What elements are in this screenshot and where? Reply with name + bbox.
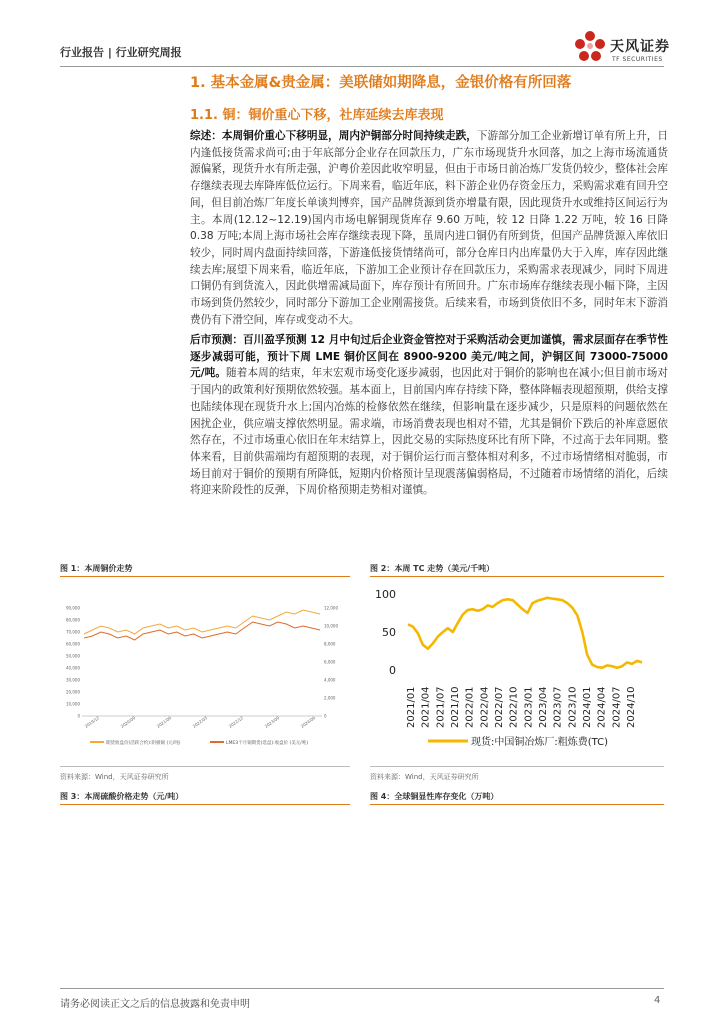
fig1-left-tick: 30,000 <box>66 677 80 683</box>
fig1-right-tick: 2,000 <box>324 695 336 701</box>
logo-en-text: TF SECURITIES <box>612 56 663 63</box>
fig1-left-tick: 50,000 <box>66 653 80 659</box>
fig1-x-tick: 2023/09 <box>263 715 281 729</box>
fig1-copper-price-chart <box>60 590 350 760</box>
summary-paragraph <box>190 128 668 328</box>
fig2-legend: 现货:中国铜冶炼厂:粗炼费(TC) <box>471 737 609 748</box>
fig1-right-tick: 6,000 <box>324 659 336 665</box>
fig2-x-tick: 2023/01 <box>523 686 535 728</box>
fig1-x-tick: 2022/12 <box>227 715 245 729</box>
page-number: 4 <box>654 995 661 1006</box>
fig1-right-tick: 8,000 <box>324 641 336 647</box>
fig2-bottom-rule <box>370 766 664 767</box>
fig4-title-rule <box>370 804 664 805</box>
fig2-y-tick: 100 <box>375 588 396 601</box>
fig1-x-tick: 2020/09 <box>119 715 137 729</box>
footer-divider <box>60 988 664 989</box>
summary-body: 下游部分加工企业新增订单有所上升，日内逢低接货需求尚可;由于年底部分企业存在回款压力，广东市场现货升水回落，加之上海市场流通货源偏紧，现货升水有所走强，沪粤价差因此收窄明显，但由于市场日前冶炼厂发货仍较少，整体社会库存继续表现去库降库低位运行。下周来看，临近年底，料下游企业仍存资金压力，采购需求难有回升空间，但目前冶炼厂年度长单谈判博弈，国产品牌货源到货亦增量有限，因此现货升水或维持区间运行为主。本周(12.12~12.19)国内市场电解铜现货库存 9.60 万吨，较 12 日降 1.22 万吨，较 16 日降 0.38 万吨;本周上海市场社会库存继续表现下降，虽周内进口铜仍有所到货，但国产品牌货源入库依旧较少，同时周内盘面持续回落，下游逢低接货情绪尚可，部分仓库日内出库量仍大于入库，库存因此继续去库;展望下周来看，临近年底，下游加工企业预计存在回款压力，采购需求表现减少，同时下周进口铜仍有到货流入，因此供增需减局面下，库存预计有所回升。广东市场库存继续表现小幅下降，主因市场到货仍然较少，同时部分下游加工企业刚需接货。后续来看，市场到货依旧不多，同时年末下游消费仍有下滑空间，库存或变动不大。 <box>190 130 669 326</box>
fig2-y-tick: 50 <box>382 626 396 639</box>
fig2-x-tick: 2023/07 <box>552 686 564 728</box>
fig2-tc-series-line <box>408 598 642 668</box>
header-divider <box>60 66 664 67</box>
fig1-x-tick: 2024/06 <box>299 715 317 729</box>
footer-disclaimer: 请务必阅读正文之后的信息披露和免责申明 <box>60 999 250 1010</box>
fig1-left-tick: 70,000 <box>66 629 80 635</box>
logo-flower-icon <box>572 28 608 68</box>
fig1-left-tick: 40,000 <box>66 665 80 671</box>
logo-cn-text: 天风证券 <box>610 39 670 55</box>
fig1-x-tick: 2019/12 <box>83 715 101 729</box>
fig1-right-tick: 4,000 <box>324 677 336 683</box>
fig1-title: 图 1：本周铜价走势 <box>60 564 133 573</box>
fig1-left-tick: 20,000 <box>66 689 80 695</box>
fig2-x-tick: 2023/10 <box>567 686 579 728</box>
fig2-x-tick: 2024/04 <box>596 686 608 728</box>
fig4-title: 图 4：全球铜显性库存变化（万吨） <box>370 792 499 801</box>
fig2-x-tick: 2024/10 <box>626 686 637 728</box>
fig1-left-tick: 80,000 <box>66 617 80 623</box>
fig2-tc-chart <box>370 582 664 766</box>
fig1-legend-1: 期货收盘价(活跃合约):阴极铜 (元/吨) <box>106 741 181 746</box>
report-type: 行业报告 | 行业研究周报 <box>60 46 182 59</box>
fig2-x-tick: 2022/01 <box>464 686 476 728</box>
fig2-x-tick: 2021/07 <box>435 686 447 728</box>
fig1-x-tick: 2022/03 <box>191 715 209 729</box>
fig1-legend-2: LME3个月铜期货(选盘):收盘价 (美元/吨) <box>226 741 309 746</box>
fig2-x-tick: 2022/07 <box>494 686 505 728</box>
fig1-title-rule <box>60 576 350 577</box>
fig2-x-tick: 2024/01 <box>582 686 593 728</box>
section-heading: 1. 基本金属&贵金属：美联储如期降息，金银价格有所回落 <box>190 75 572 91</box>
fig1-left-tick: 10,000 <box>66 701 80 707</box>
summary-lead: 综述：本周铜价重心下移明显，周内沪铜部分时间持续走跌， <box>190 130 477 142</box>
fig1-bottom-rule <box>60 766 350 767</box>
fig2-title: 图 2：本周 TC 走势（美元/千吨） <box>370 564 495 573</box>
fig2-x-tick: 2021/01 <box>406 686 417 728</box>
fig1-left-tick: 60,000 <box>66 641 80 647</box>
fig1-right-tick: 0 <box>324 713 327 719</box>
forecast-lead: 后市预测：百川盈孚预测 12 月中旬过后企业资金管控对于采购活动会更加谨慎，需求层面存在季节性逐步减弱可能，预计下周 LME 铜价区间在 8900-9200 美元/吨之间，沪铜区间 73000-75000 元/吨。 <box>190 334 668 380</box>
fig1-source: 资料来源：Wind，天风证券研究所 <box>60 773 169 781</box>
fig2-x-tick: 2023/04 <box>538 686 549 728</box>
fig1-x-tick: 2021/06 <box>155 715 173 729</box>
fig1-left-tick: 90,000 <box>66 605 80 611</box>
subsection-heading: 1.1. 铜：铜价重心下移，社库延续去库表现 <box>190 108 444 123</box>
fig2-title-rule <box>370 576 664 577</box>
fig3-title-rule <box>60 804 350 805</box>
forecast-body: 随着本周的结束，年末宏观市场变化逐步减弱，也因此对于铜价的影响也在减小;但目前市场对于国内的政策利好预期依然较强。基本面上，目前国内库存持续下降，整体降幅表现超预期，供给支撑也陆续体现在现货升水上;国内冶炼的检修依然在继续，但影响量在逐步减少，只是原料的问题依然在困扰企业，供应端支撑依然明显。需求端，市场消费表现也相对不错，尤其是铜价下跌后的补库意愿依然存在，不过市场重心依旧在年末结算上，因此交易的实际热度环比有所下降，不过高于去年同期。整体来看，目前供需端均有超预期的表现，对于铜价运行而言整体相对利多，不过市场情绪相对脆弱，市场目前对于铜价的预期有所降低，短期内价格预计呈现震荡偏弱格局，不过随着市场情绪的消化，后续将迎来阶段性的反弹，下周价格预期走势相对谨慎。 <box>190 367 668 497</box>
fig2-x-tick: 2024/07 <box>611 686 623 728</box>
fig2-x-tick: 2022/04 <box>479 686 491 728</box>
fig2-y-tick: 0 <box>389 664 396 677</box>
forecast-paragraph <box>190 332 668 499</box>
fig1-right-tick: 10,000 <box>324 623 338 629</box>
fig2-source: 资料来源：Wind，天风证券研究所 <box>370 773 479 781</box>
fig2-x-tick: 2021/04 <box>420 686 432 728</box>
fig2-x-tick: 2021/10 <box>450 686 461 728</box>
fig3-title: 图 3：本周硫酸价格走势（元/吨） <box>60 792 184 801</box>
fig2-x-tick: 2022/10 <box>508 686 520 728</box>
fig1-right-tick: 12,000 <box>324 605 338 611</box>
fig1-left-tick: 0 <box>77 713 80 719</box>
